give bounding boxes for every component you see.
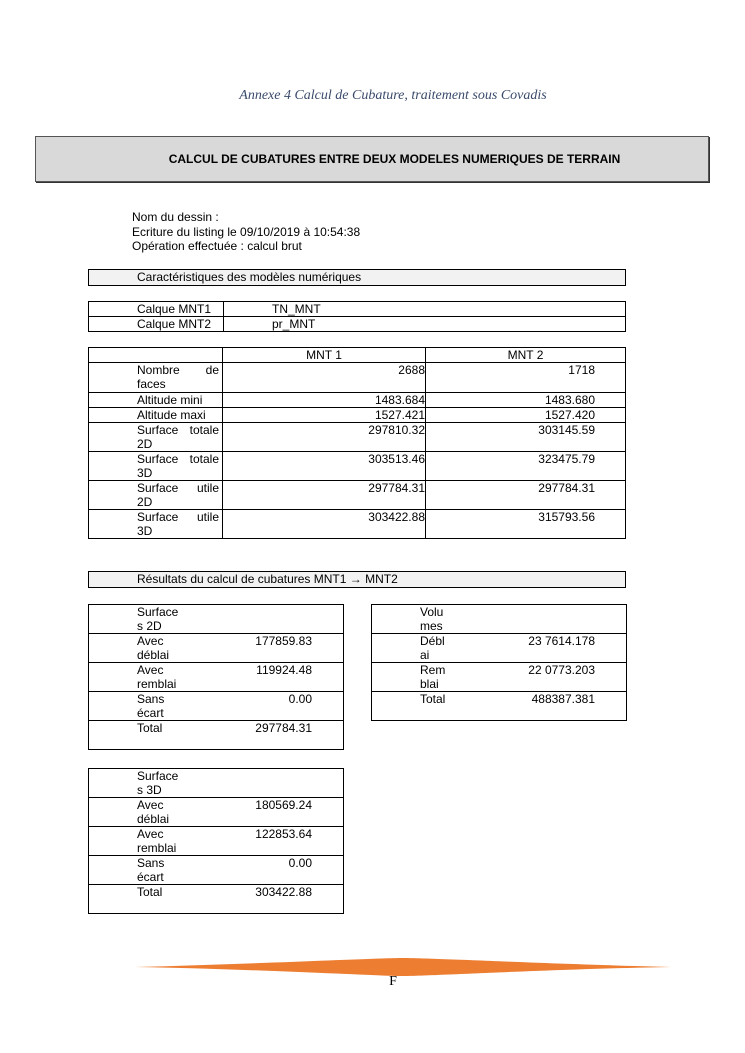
- mnt2-value: 297784.31: [426, 481, 626, 510]
- row-label: Avec déblai: [89, 798, 183, 827]
- mnt2-value: 1483.680: [426, 393, 626, 408]
- drawing-name: Nom du dessin :: [132, 210, 219, 224]
- table-row: [89, 317, 626, 332]
- column-header: MNT 2: [426, 348, 626, 363]
- mnt1-value: 1527.421: [223, 408, 426, 423]
- section-results-label: Résultats du calcul de cubatures MNT1 → MNT2: [137, 572, 398, 586]
- mnt1-value: 297810.32: [223, 423, 426, 452]
- table-row: [89, 452, 626, 481]
- table-row: [89, 393, 626, 408]
- column-header: [89, 348, 223, 363]
- row-value: 122853.64: [182, 827, 344, 856]
- mnt2-value: 1527.420: [426, 408, 626, 423]
- table-header-blank: [182, 605, 344, 634]
- row-value: 0.00: [182, 692, 344, 721]
- row-label: Avec remblai: [89, 663, 183, 692]
- section-models-label: Caractéristiques des modèles numériques: [137, 270, 362, 284]
- table-header-row: [89, 605, 344, 634]
- volumes-table: [371, 604, 627, 721]
- row-label: Surface utile 2D: [89, 481, 223, 510]
- row-label: Avec déblai: [89, 634, 183, 663]
- mnt2-value: 315793.56: [426, 510, 626, 539]
- table-header-blank: [182, 769, 344, 798]
- table-header: Surface s 2D: [89, 605, 183, 634]
- layer-value: TN_MNT: [224, 302, 626, 317]
- table-row: [89, 885, 344, 914]
- surfaces-2d-table: [88, 604, 344, 750]
- row-value: 180569.24: [182, 798, 344, 827]
- row-label: Nombre de faces: [89, 363, 223, 393]
- table-row: [89, 481, 626, 510]
- table-header-row: [89, 348, 626, 363]
- listing-meta: [132, 210, 360, 254]
- column-header: MNT 1: [223, 348, 426, 363]
- section-models-header: [88, 269, 626, 286]
- table-row: [89, 663, 344, 692]
- table-header-row: [372, 605, 627, 634]
- layer-value: pr_MNT: [224, 317, 626, 332]
- mnt-table: [88, 347, 626, 539]
- table-row: [372, 692, 627, 721]
- table-row: [89, 363, 626, 393]
- row-value: 488387.381: [450, 692, 627, 721]
- table-row: [89, 721, 344, 750]
- row-value: 297784.31: [182, 721, 344, 750]
- row-value: 22 0773.203: [450, 663, 627, 692]
- row-label: Avec remblai: [89, 827, 183, 856]
- table-row: [89, 408, 626, 423]
- table-row: [89, 423, 626, 452]
- row-value: 23 7614.178: [450, 634, 627, 663]
- table-row: [372, 663, 627, 692]
- layers-table: [88, 301, 626, 332]
- table-row: [89, 856, 344, 885]
- row-label: Sans écart: [89, 856, 183, 885]
- row-label: Surface totale 3D: [89, 452, 223, 481]
- row-label: Rem blai: [372, 663, 451, 692]
- row-value: 303422.88: [182, 885, 344, 914]
- mnt1-value: 2688: [223, 363, 426, 393]
- banner-title: CALCUL DE CUBATURES ENTRE DEUX MODELES NUMERIQUES DE TERRAIN: [168, 152, 621, 166]
- row-label: Total: [89, 885, 183, 914]
- table-row: [372, 634, 627, 663]
- table-header: Volu mes: [372, 605, 451, 634]
- mnt2-value: 1718: [426, 363, 626, 393]
- row-value: 0.00: [182, 856, 344, 885]
- row-label: Total: [89, 721, 183, 750]
- row-label: Sans écart: [89, 692, 183, 721]
- table-header-row: [89, 769, 344, 798]
- table-row: [89, 510, 626, 539]
- mnt1-value: 297784.31: [223, 481, 426, 510]
- table-row: [89, 634, 344, 663]
- table-header: Surface s 3D: [89, 769, 183, 798]
- section-results-header: [88, 571, 626, 588]
- row-label: Total: [372, 692, 451, 721]
- row-label: Altitude mini: [89, 393, 223, 408]
- mnt2-value: 323475.79: [426, 452, 626, 481]
- row-label: Surface totale 2D: [89, 423, 223, 452]
- annex-title: Annexe 4 Calcul de Cubature, traitement sous Covadis: [239, 88, 547, 103]
- layer-label: Calque MNT2: [89, 317, 224, 332]
- surfaces-3d-table: [88, 768, 344, 914]
- mnt1-value: 1483.684: [223, 393, 426, 408]
- table-row: [89, 827, 344, 856]
- page-mark: F: [389, 974, 397, 989]
- table-row: [89, 302, 626, 317]
- layer-label: Calque MNT1: [89, 302, 224, 317]
- row-label: Débl ai: [372, 634, 451, 663]
- mnt1-value: 303422.88: [223, 510, 426, 539]
- row-value: 177859.83: [182, 634, 344, 663]
- row-label: Surface utile 3D: [89, 510, 223, 539]
- mnt2-value: 303145.59: [426, 423, 626, 452]
- table-row: [89, 798, 344, 827]
- operation-type: Opération effectuée : calcul brut: [132, 239, 302, 253]
- table-header-blank: [450, 605, 627, 634]
- mnt1-value: 303513.46: [223, 452, 426, 481]
- listing-date: Ecriture du listing le 09/10/2019 à 10:54:38: [132, 224, 361, 239]
- row-label: Altitude maxi: [89, 408, 223, 423]
- row-value: 119924.48: [182, 663, 344, 692]
- table-row: [89, 692, 344, 721]
